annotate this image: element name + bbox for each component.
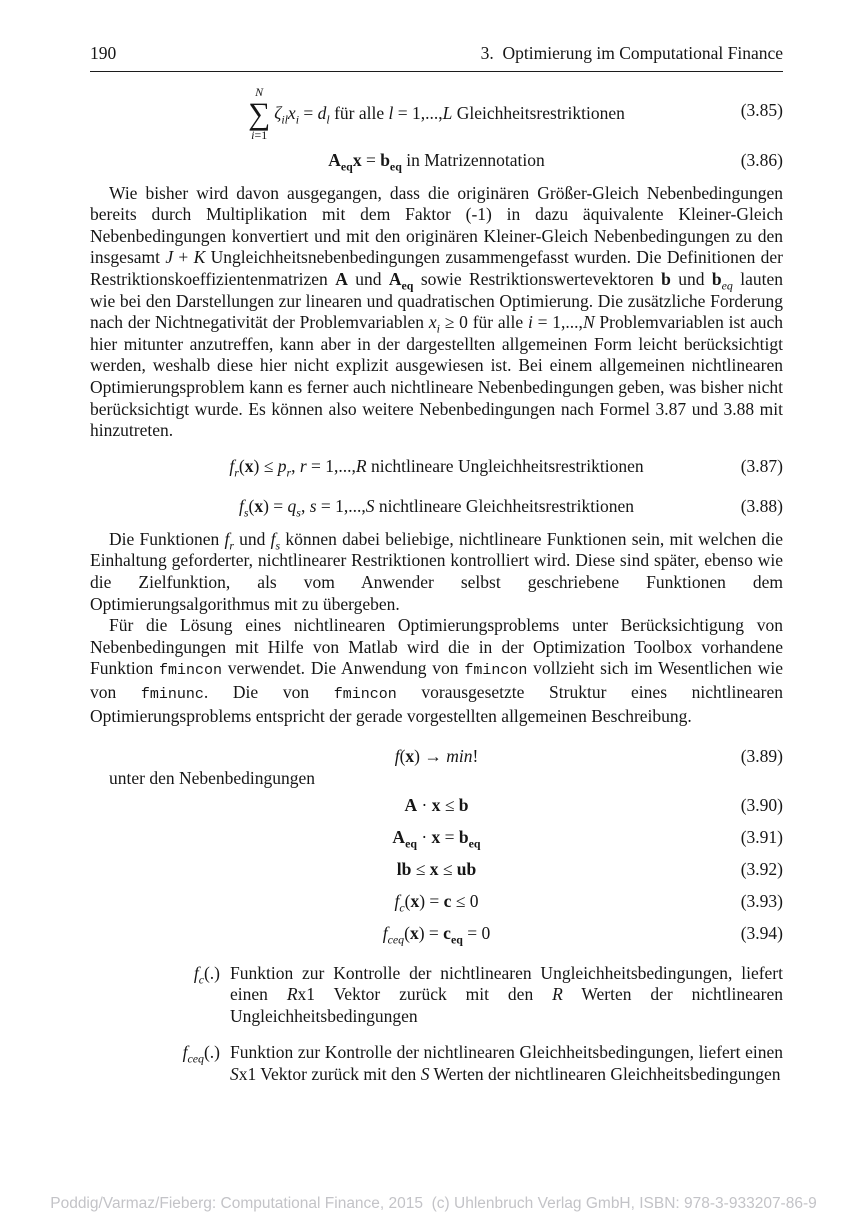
equation-number: (3.85) bbox=[740, 100, 783, 121]
equation-number: (3.94) bbox=[740, 922, 783, 943]
equation-content: N ∑ i=1 $\zeta_{il}x_i = d_l$ für alle l = 1,...,L Gleichheitsrestriktionen bbox=[248, 84, 625, 142]
equation-3-89 bbox=[90, 746, 783, 768]
equation-content: $f_r(x) \le p_r$, r = 1,...,R nichtlineare Ungleichheitsrestriktionen bbox=[229, 455, 644, 480]
equation-content: f(x) → min! bbox=[394, 746, 479, 767]
definition-text: Funktion zur Kontrolle der nichtlinearen Gleichheitsbedingungen, liefert einen Sx1 Vektor zurück mit den S Werten der nichtlinearen Gleichheitsbedingungen bbox=[230, 1042, 783, 1085]
equation-content: $f_{ceq}(x) = c_{eq} = 0$ bbox=[382, 922, 491, 947]
equation-number: (3.88) bbox=[740, 495, 783, 516]
equation-3-86 bbox=[90, 150, 783, 172]
definition-text: Funktion zur Kontrolle der nichtlinearen Ungleichheitsbedingungen, liefert einen Rx1 Vektor zurück mit den R Werten der nichtlinearen Ungleichheitsbedingungen bbox=[230, 962, 783, 1026]
definition-fceq bbox=[90, 1042, 783, 1085]
equation-3-85 bbox=[90, 80, 783, 143]
equation-number: (3.87) bbox=[740, 455, 783, 476]
page-number: 190 bbox=[90, 43, 117, 63]
equation-number: (3.86) bbox=[740, 149, 783, 170]
equation-content: $f_s(x) = q_s$, s = 1,...,S nichtlineare Gleichheitsrestriktionen bbox=[239, 495, 634, 520]
equation-content: lb ≤ x ≤ ub bbox=[396, 858, 477, 879]
footer-credit: Poddig/Varmaz/Fieberg: Computational Finance, 2015 (c) Uhlenbruch Verlag GmbH, ISBN: 978-3-933207-86-9 bbox=[50, 1195, 817, 1212]
equation-3-91 bbox=[90, 827, 783, 849]
equation-3-92 bbox=[90, 859, 783, 881]
paragraph-general-constraints: Wie bisher wird davon ausgegangen, dass die originären Größer-Gleich Nebenbedingungen bereits durch Multiplikation mit dem Faktor (-1) in dazu äquivalente Kleiner-Gleich Nebenbedingungen konvertiert und mit den originären Kleiner-Gleich Nebenbedingungen zu den insgesamt J + K Ungleichheitsnebenbedingungen zusammengefasst wurden. Die Definitionen der Restriktionskoeffizientenmatrizen A und $A_{eq}$ sowie Restriktionswertevektoren b und $b_{eq}$ lauten wie bei den Darstellungen zur linearen und quadratischen Optimierung. Die zusätzliche Forderung nach der Nichtnegativität der Problemvariablen $x_i \ge 0$ für alle i = 1,...,N Problemvariablen ist auch hier mitunter anzutreffen, kann aber in der dargestellten allgemeinen Form leicht berücksichtigt werden, weshalb diese hier nicht explizit ausgewiesen ist. Bei einem allgemeinen nichtlinearen Optimierungsproblem kann es ferner auch nichtlineare Nebenbedingungen geben, was bisher nicht berücksichtigt wurde. Es können also weitere Nebenbedingungen nach Formel 3.87 und 3.88 mit hinzutreten. bbox=[90, 182, 784, 441]
equation-3-93 bbox=[90, 891, 783, 913]
equation-number: (3.93) bbox=[740, 890, 783, 911]
paragraph-fmincon: Für die Lösung eines nichtlinearen Optimierungsproblems unter Berücksichtigung von Nebenbedingungen mit Hilfe von Matlab wird die in der Optimization Toolbox vorhandene Funktion fmincon verwendet. Die Anwendung von fmincon vollzieht sich im Wesentlichen wie von fminunc. Die von fmincon vorausgesetzte Struktur eines nichtlinearen Optimierungsproblems entspricht der gerade vorgestellten allgemeinen Beschreibung. bbox=[90, 615, 783, 726]
definition-fc bbox=[90, 963, 783, 1028]
equation-3-94 bbox=[90, 923, 783, 945]
definition-term: $f_{ceq}(.)$ bbox=[182, 1042, 220, 1066]
page-header bbox=[90, 43, 783, 72]
equation-3-90 bbox=[90, 795, 783, 817]
definition-term: $f_c(.)$ bbox=[193, 962, 220, 987]
chapter-title: 3. Optimierung im Computational Finance bbox=[480, 43, 783, 63]
equation-content: $A_{eq} \cdot x = b_{eq}$ bbox=[392, 826, 481, 851]
equation-content: $f_c(x) = c \le 0$ bbox=[394, 890, 479, 915]
equation-content: $A_{eq}x = b_{eq}$ in Matrizennotation bbox=[328, 149, 545, 174]
equation-number: (3.92) bbox=[740, 858, 783, 879]
equation-number: (3.91) bbox=[740, 826, 783, 847]
equation-3-87 bbox=[90, 456, 783, 478]
equation-3-88 bbox=[90, 496, 783, 518]
equation-number: (3.90) bbox=[740, 794, 783, 815]
equation-content: A · x ≤ b bbox=[404, 794, 469, 815]
equation-number: (3.89) bbox=[740, 746, 783, 767]
paragraph-functions-fr-fs: Die Funktionen $f_r$ und $f_s$ können dabei beliebige, nichtlineare Funktionen sein, mit welchen die Einhaltung geforderter, nichtlinearer Restriktionen kontrolliert wird. Diese sind später, ebenso wie die Zielfunktion, als vom Anwender selbst geschriebene Funktionen dem Optimierungsalgorithmus mit zu übergeben. bbox=[90, 528, 783, 614]
subject-to-label: unter den Nebenbedingungen bbox=[109, 768, 316, 789]
